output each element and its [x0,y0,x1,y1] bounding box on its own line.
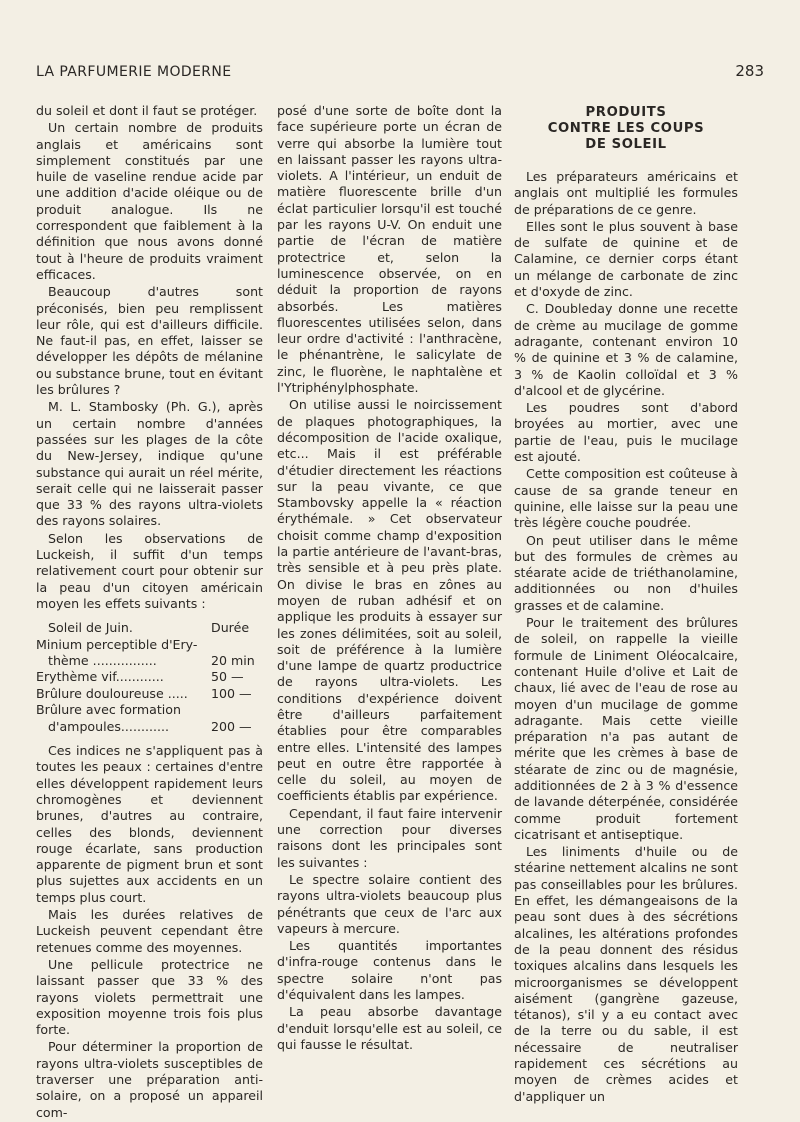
table-cell-label: Erythème vif............ [36,669,164,685]
paragraph: Un certain nombre de produits anglais et américains sont simplement constitués par une huile de vaseline rendue acide par une addition d'acide oléique ou de produit analogue. Ils ne correspondent que faiblement à la définition que nous avons donné tout à l'heure de produits vraiment efficaces. [36,120,263,282]
table-row [36,653,263,669]
paragraph: M. L. Stambosky (Ph. G.), après un certain nombre d'années passées sur les plages de la côte du New-Jersey, indique qu'une substance qui aurait un réel mérite, serait celle qui ne laisserait passer que 33 % des rayons ultra-violets des rayons solaires. [36,399,263,529]
table-cell-value: 200 — [211,718,252,734]
running-head [36,62,764,82]
table-cell-label: Brûlure avec formation [36,702,181,718]
page-number: 283 [735,62,764,80]
section-title-line: PRODUITS [585,105,667,120]
paragraph: On peut utiliser dans le même but des formules de crèmes au stéarate acide de triéthanolamine, additionnées ou non d'huiles grasses et de calamine. [514,532,738,613]
paragraph: Ces indices ne s'appliquent pas à toutes les peaux : certaines d'entre elles développent rapidement leurs chromogènes et deviennent brunes, d'autres au contraire, celles des blonds, deviennent rouge écarlate, sans production apparente de pigment brun et sont plus sujettes aux accidents en un temps plus court. [36,743,263,905]
table-cell-label: Minium perceptible d'Ery- [36,636,198,652]
paragraph: On utilise aussi le noircissement de plaques photographiques, la décomposition de l'acide oxalique, etc... Mais il est préférable d'étudier directement les réactions sur la peau vivante, ce que Stambovsky appelle la « réaction érythémale. » Cet observateur choisit comme champ d'exposition la partie antérieure de l'avant-bras, très sensible et à peu près plate. On divise le bras en zônes au moyen de ruban adhésif et on applique les produits à essayer sur les zones délimitées, soit au soleil, soit de préférence à la lumière d'une lampe de quartz productrice de rayons ultra-violets. Les conditions d'expérience doivent être d'ailleurs parfaitement établies pour être comparables entre elles. L'intensité des lampes peut en outre être rapportée à celle du soleil, au moyen de coefficients établis par expérience. [277,397,502,804]
table-cell-value: 100 — [211,685,252,701]
erythema-duration-table [36,620,263,735]
table-row [36,637,263,653]
table-row [36,686,263,702]
table-cell-value: Durée [211,620,250,636]
column-1 [36,103,263,1122]
paragraph: Les préparateurs américains et anglais ont multiplié les formules de préparations de ce genre. [514,169,738,217]
paragraph: Elles sont le plus souvent à base de sulfate de quinine et de Calamine, ce dernier corps étant un mélange de carbonate de zinc et d'oxyde de zinc. [514,218,738,300]
paragraph: Cette composition est coûteuse à cause de sa grande teneur en quinine, elle laisse sur la peau une très légère couche poudrée. [514,466,738,531]
table-cell-value: 50 — [211,669,244,685]
table-cell-label: thème ................ [48,653,157,669]
table-row [36,620,263,636]
section-title-line: CONTRE LES COUPS [547,121,705,136]
paragraph: Pour déterminer la proportion de rayons ultra-violets susceptibles de traverser une préparation anti-solaire, on a proposé un appareil com- [36,1039,263,1120]
column-2 [277,103,502,1054]
paragraph: Cependant, il faut faire intervenir une correction pour diverses raisons dont les principales sont les suivantes : [277,805,502,870]
paragraph: Les poudres sont d'abord broyées au mortier, avec une partie de l'eau, puis le mucilage est ajouté. [514,400,738,465]
paragraph: C. Doubleday donne une recette de crème au mucilage de gomme adragante, contenant environ 10 % de quinine et 3 % de calamine, 3 % de Kaolin colloïdal et 3 % d'alcool et de glycérine. [514,301,738,398]
paragraph: Pour le traitement des brûlures de soleil, on rappelle la vieille formule de Liniment Oléocalcaire, contenant Huile d'olive et Lait de chaux, lié avec de l'eau de rose au moyen d'un mucilage de gomme adragante. Mais cette vieille préparation n'a pas autant de mérite que les crèmes à base de stéarate de zinc ou de magnésie, additionnées de 2 à 3 % d'essence de lavande déterpénée, considérée comme produit fortement cicatrisant et antiseptique. [514,615,738,842]
paragraph: Le spectre solaire contient des rayons ultra-violets beaucoup plus pénétrants que ceux de l'arc aux vapeurs à mercure. [277,871,502,936]
table-row [36,702,263,718]
paragraph: Beaucoup d'autres sont préconisés, bien peu remplissent leur rôle, qui est d'ailleurs difficile. Ne faut-il pas, en effet, laisser se développer les dépôts de mélanine ou substance brune, tout en évitant les brûlures ? [36,284,263,398]
paragraph: Une pellicule protectrice ne laissant passer que 33 % des rayons violets permettrait une exposition moyenne trois fois plus forte. [36,956,263,1038]
paragraph: Les quantités importantes d'infra-rouge contenus dans le spectre solaire n'ont pas d'équivalent dans les lampes. [277,938,502,1003]
table-cell-value: 20 min [211,653,255,669]
paragraph: Selon les observations de Luckeish, il suffit d'un temps relativement court pour obtenir sur la peau d'un citoyen américain moyen les effets suivants : [36,530,263,611]
section-title-line: DE SOLEIL [585,137,667,152]
paragraph: La peau absorbe davantage d'enduit lorsqu'elle est au soleil, ce qui fausse le résultat. [277,1004,502,1052]
paragraph: Les liniments d'huile ou de stéarine nettement alcalins ne sont pas conseillables pour les brûlures. En effet, les démangeaisons de la peau sont dues à des sécrétions alcalines, les altérations profondes de la peau donnent des résidus toxiques alcalins dans lesquels les microorganismes se développent aisément (gangrène gazeuse, tétanos), s'il y a eu contact avec de la terre ou du sable, il est nécessaire de neutraliser rapidement ces sécrétions au moyen de crèmes acides et d'appliquer un [514,844,738,1104]
table-row [36,719,263,735]
table-cell-label: Brûlure douloureuse ..... [36,685,188,701]
running-title: LA PARFUMERIE MODERNE [36,64,232,80]
table-row [36,669,263,685]
column-3 [514,103,738,1106]
paragraph: posé d'une sorte de boîte dont la face supérieure porte un écran de verre qui absorbe la lumière tout en laissant passer les rayons ultra-violets. A l'intérieur, un enduit de matière fluorescente brille d'un éclat particulier lorsqu'il est touché par les rayons U-V. On enduit une partie de l'écran de matière protectrice et, selon la luminescence observée, on en déduit la proportion de rayons absorbés. Les matières fluorescentes utilisées selon, dans leur ordre d'activité : l'anthracène, le phénantrène, le salicylate de zinc, le fluorène, le naphtalène et l'Ytriphénylphosphate. [277,103,502,396]
table-cell-label: d'ampoules............ [48,718,169,734]
section-title [514,105,738,153]
table-cell-label: Soleil de Juin. [48,620,133,636]
paragraph: du soleil et dont il faut se protéger. [36,103,258,118]
paragraph: Mais les durées relatives de Luckeish peuvent cependant être retenues comme des moyennes. [36,907,263,955]
